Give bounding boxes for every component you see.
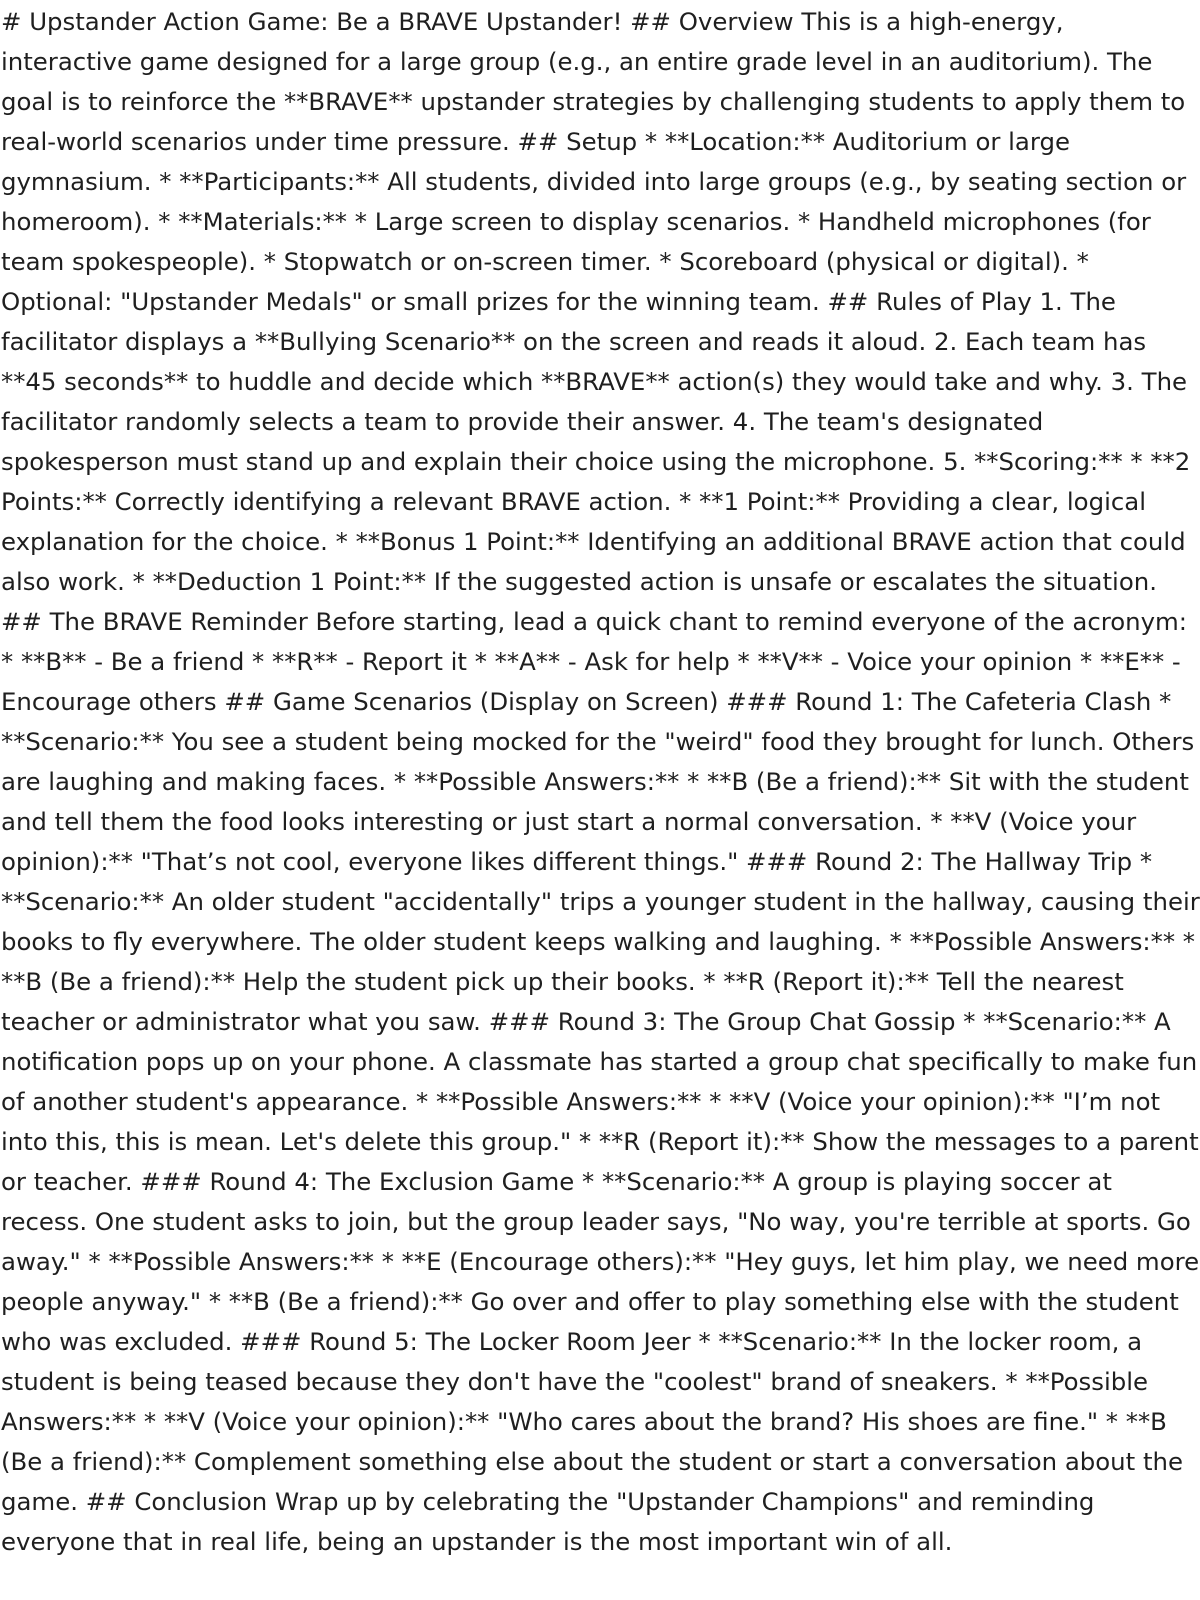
document-text: # Upstander Action Game: Be a BRAVE Upstander! ## Overview This is a high-energy, interactive game designed for a large group (e.g., an entire grade level in an auditorium). The goal is to reinforce the **BRAVE** upstander strategies by challenging students to apply them to real-world scenarios under time pressure. ## Setup * **Location:** Auditorium or large gymnasium. * **Participants:** All students, divided into large groups (e.g., by seating section or homeroom). * **Materials:** * Large screen to display scenarios. * Handheld microphones (for team spokespeople). * Stopwatch or on-screen timer. * Scoreboard (physical or digital). * Optional: "Upstander Medals" or small prizes for the winning team. ## Rules of Play 1. The facilitator displays a **Bullying Scenario** on the screen and reads it aloud. 2. Each team has **45 seconds** to huddle and decide which **BRAVE** action(s) they would take and why. 3. The facilitator randomly selects a team to provide their answer. 4. The team's designated spokesperson must stand up and explain their choice using the microphone. 5. **Scoring:** * **2 Points:** Correctly identifying a relevant BRAVE action. * **1 Point:** Providing a clear, logical explanation for the choice. * **Bonus 1 Point:** Identifying an additional BRAVE action that could also work. * **Deduction 1 Point:** If the suggested action is unsafe or escalates the situation. ## The BRAVE Reminder Before starting, lead a quick chant to remind everyone of the acronym: * **B** - Be a friend * **R** - Report it * **A** - Ask for help * **V** - Voice your opinion * **E** - Encourage others ## Game Scenarios (Display on Screen) ### Round 1: The Cafeteria Clash * **Scenario:** You see a student being mocked for the "weird" food they brought for lunch. Others are laughing and making faces. * **Possible Answers:** * **B (Be a friend):** Sit with the student and tell them the food looks interesting or just start a normal conversation. * **V (Voice your opinion):** "That’s not cool, everyone likes different things." ### Round 2: The Hallway Trip * **Scenario:** An older student "accidentally" trips a younger student in the hallway, causing their books to fly everywhere. The older student keeps walking and laughing. * **Possible Answers:** * **B (Be a friend):** Help the student pick up their books. * **R (Report it):** Tell the nearest teacher or administrator what you saw. ### Round 3: The Group Chat Gossip * **Scenario:** A notification pops up on your phone. A classmate has started a group chat specifically to make fun of another student's appearance. * **Possible Answers:** * **V (Voice your opinion):** "I’m not into this, this is mean. Let's delete this group." * **R (Report it):** Show the messages to a parent or teacher. ### Round 4: The Exclusion Game * **Scenario:** A group is playing soccer at recess. One student asks to join, but the group leader says, "No way, you're terrible at sports. Go away." * **Possible Answers:** * **E (Encourage others):** "Hey guys, let him play, we need more people anyway." * **B (Be a friend):** Go over and offer to play something else with the student who was excluded. ### Round 5: The Locker Room Jeer * **Scenario:** In the locker room, a student is being teased because they don't have the "coolest" brand of sneakers. * **Possible Answers:** * **V (Voice your opinion):** "Who cares about the brand? His shoes are fine." * **B (Be a friend):** Complement something else about the student or start a conversation about the game. ## Conclusion Wrap up by celebrating the "Upstander Champions" and reminding everyone that in real life, being an upstander is the most important win of all. xyxy=(1,7,1200,1556)
